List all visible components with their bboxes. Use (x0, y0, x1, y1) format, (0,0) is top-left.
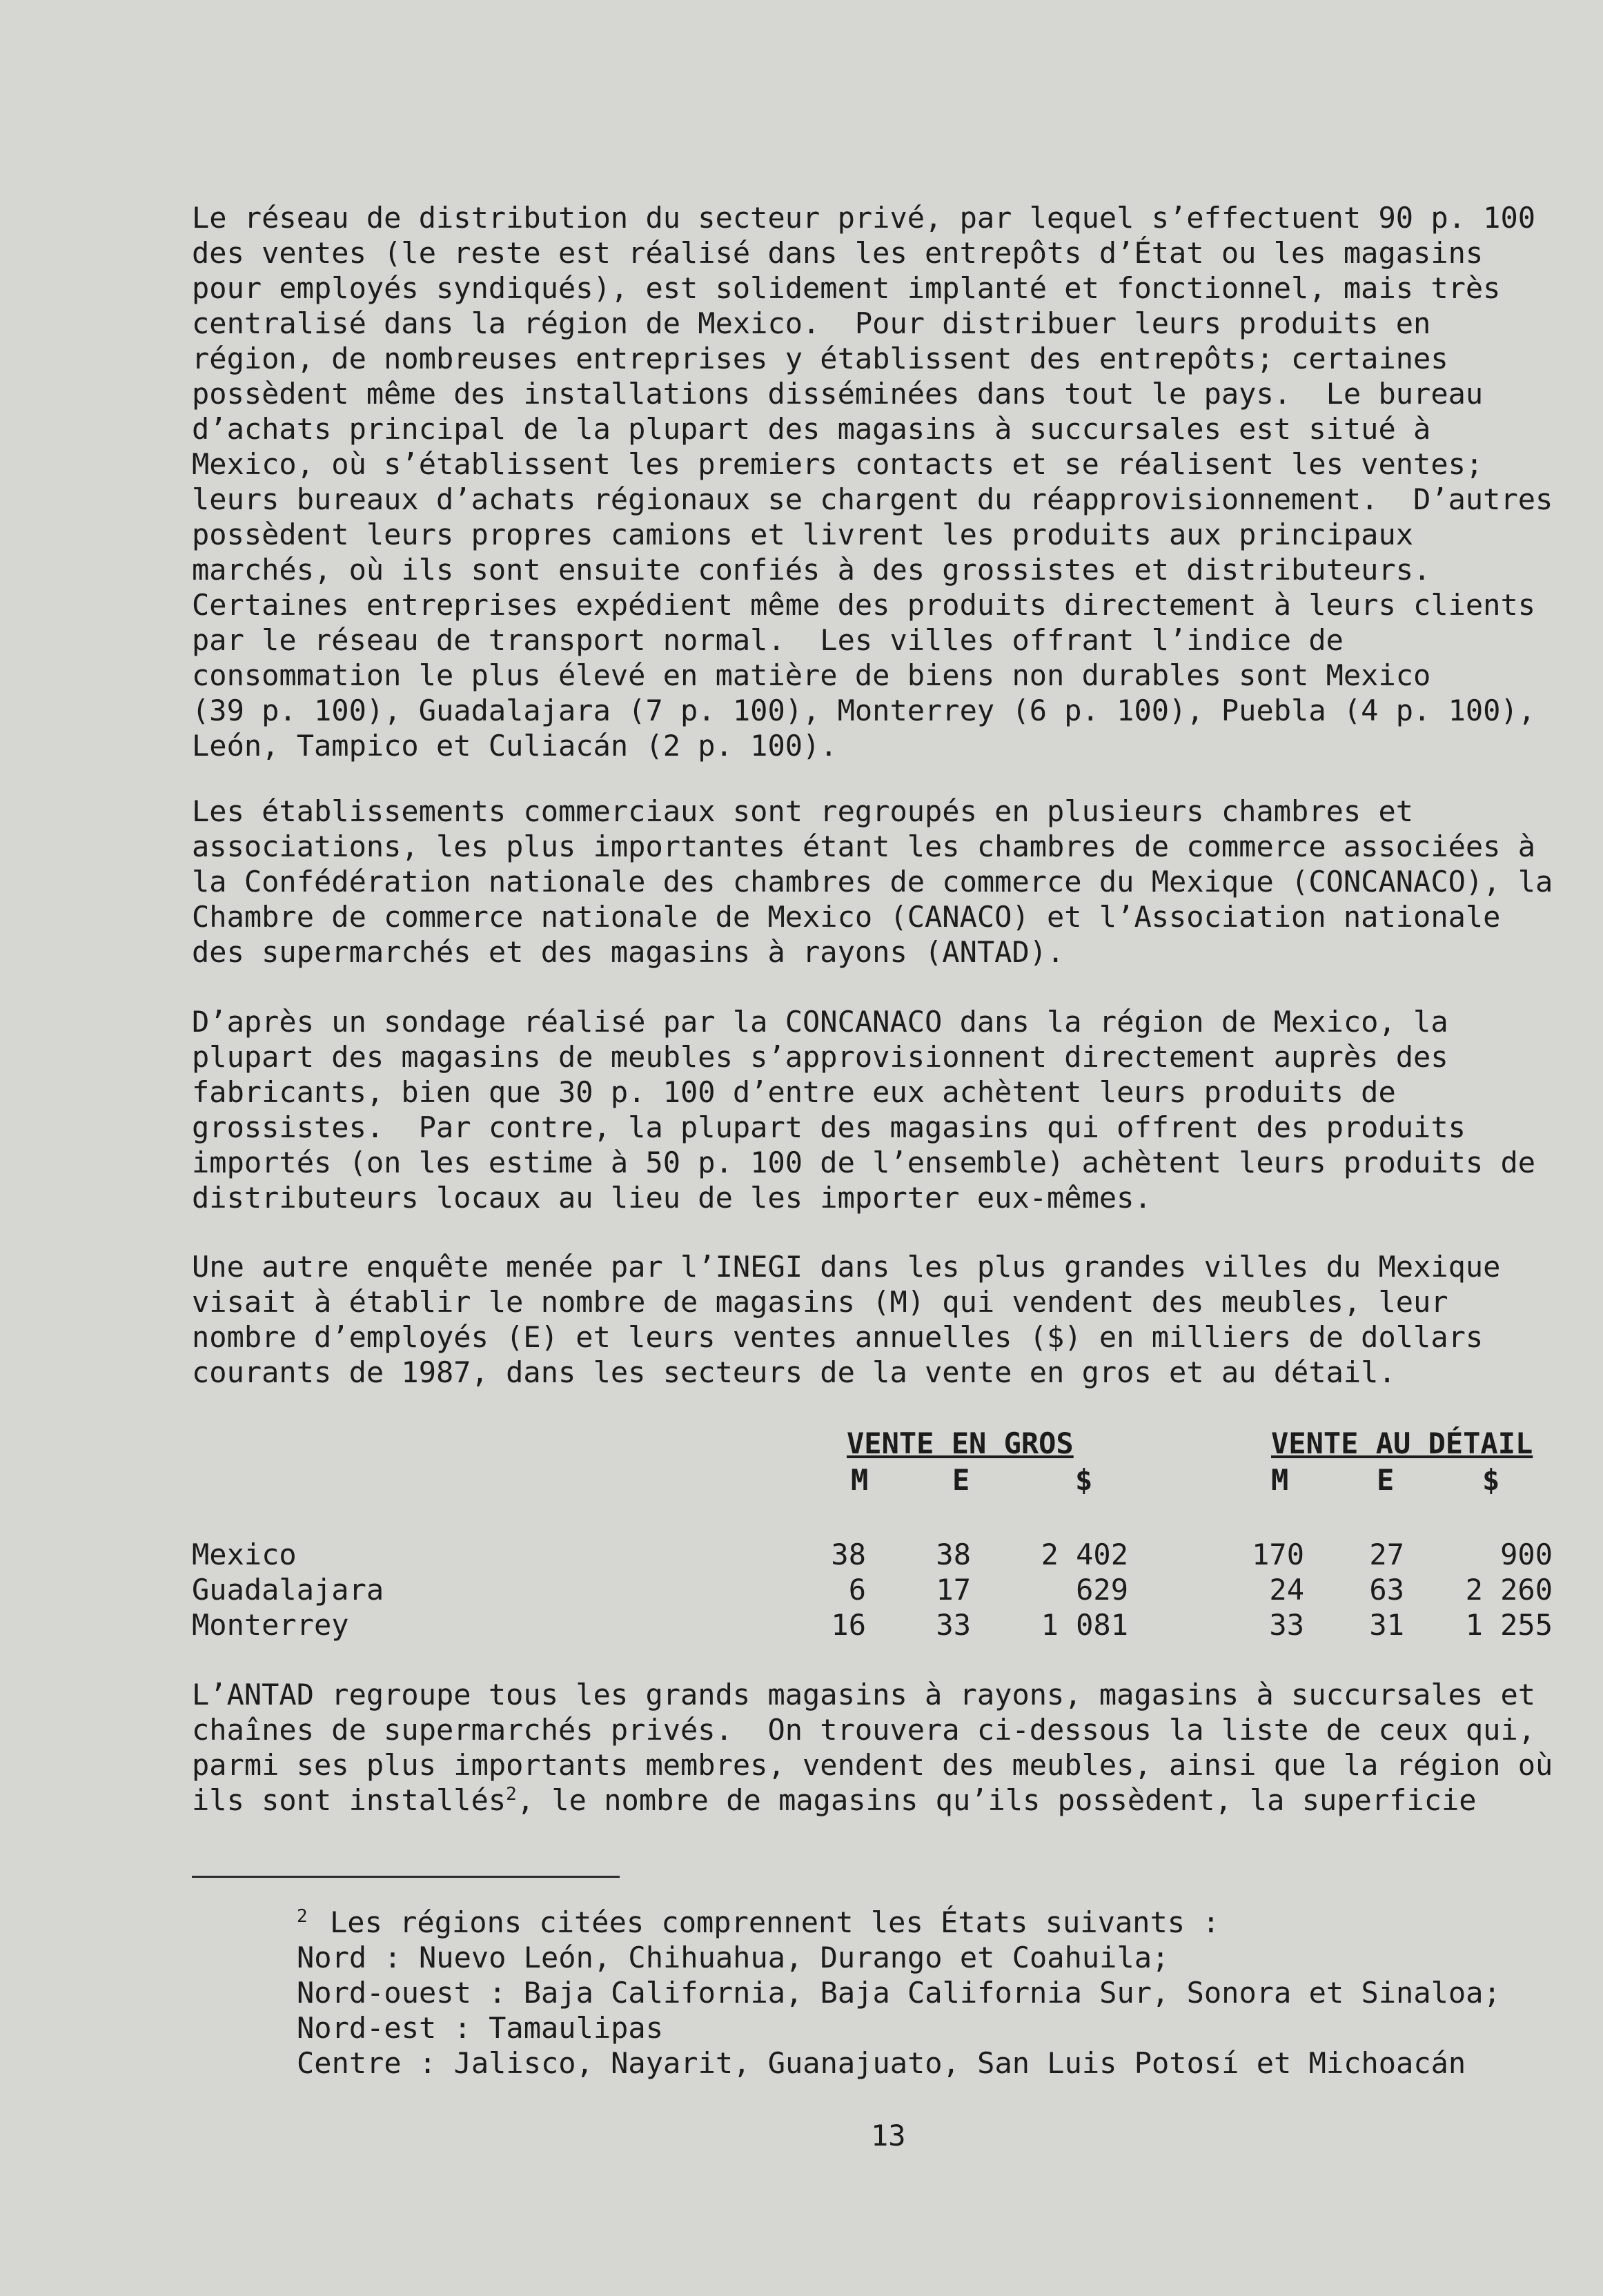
text-line-with-note (192, 1783, 1558, 1818)
text-line: Les établissements commerciaux sont regroupés en plusieurs chambres et (192, 794, 1414, 828)
col-wholesale-m: M (851, 1463, 869, 1497)
footnote-marker: 2 (297, 1906, 308, 1927)
row-city: Mexico (192, 1538, 297, 1571)
cell-retail-e: 63 (1369, 1573, 1404, 1607)
text-line: Mexico, où s’établissent les premiers contacts et se réalisent les ventes; (192, 447, 1484, 481)
text-line: León, Tampico et Culiacán (2 p. 100). (192, 729, 838, 763)
cell-wholesale-s: 2 402 (1041, 1538, 1128, 1571)
footnote-line-nord: Nord : Nuevo León, Chihuahua, Durango et Coahuila; (297, 1941, 1170, 1974)
text-line: nombre d’employés (E) et leurs ventes annuelles ($) en milliers de dollars (192, 1320, 1484, 1354)
text-line: leurs bureaux d’achats régionaux se chargent du réapprovisionnement. D’autres (192, 482, 1553, 516)
text-line: possèdent leurs propres camions et livrent les produits aux principaux (192, 518, 1414, 551)
text-line: des ventes (le reste est réalisé dans les entrepôts d’État ou les magasins (192, 236, 1484, 270)
col-wholesale-e: E (952, 1463, 970, 1497)
cell-retail-m: 24 (1269, 1573, 1304, 1607)
text-line: parmi ses plus importants membres, vendent des meubles, ainsi que la région où (192, 1748, 1553, 1782)
text-line: par le réseau de transport normal. Les villes offrant l’indice de (192, 623, 1344, 657)
text-line: fabricants, bien que 30 p. 100 d’entre eux achètent leurs produits de (192, 1075, 1396, 1109)
header-retail: VENTE AU DÉTAIL (1271, 1426, 1533, 1460)
text-line: pour employés syndiqués), est solidement implanté et fonctionnel, mais très (192, 271, 1501, 305)
text-line: grossistes. Par contre, la plupart des magasins qui offrent des produits (192, 1110, 1466, 1144)
cell-wholesale-s: 629 (1076, 1573, 1128, 1607)
text-line: région, de nombreuses entreprises y établissent des entrepôts; certaines (192, 342, 1448, 375)
cell-retail-m: 33 (1269, 1608, 1304, 1642)
text-line: consommation le plus élevé en matière de biens non durables sont Mexico (192, 658, 1431, 692)
text-line: Le réseau de distribution du secteur privé, par lequel s’effectuent 90 p. 100 (192, 201, 1536, 235)
cell-retail-s: 900 (1500, 1538, 1553, 1571)
footnote-line-nord-ouest: Nord-ouest : Baja California, Baja California Sur, Sonora et Sinaloa; (297, 1976, 1501, 2010)
text-line: Certaines entreprises expédient même des produits directement à leurs clients (192, 588, 1536, 622)
text-line: marchés, où ils sont ensuite confiés à des grossistes et distributeurs. (192, 553, 1431, 587)
cell-retail-m: 170 (1252, 1538, 1304, 1571)
footnote-reference[interactable]: 2 (506, 1784, 517, 1805)
text-line: Chambre de commerce nationale de Mexico (CANACO) et l’Association nationale (192, 900, 1501, 934)
footnote-intro: Les régions citées comprennent les États suivants : (330, 1905, 1220, 1939)
text-line: chaînes de supermarchés privés. On trouvera ci-dessous la liste de ceux qui, (192, 1713, 1536, 1747)
cell-wholesale-e: 17 (936, 1573, 971, 1607)
cell-wholesale-e: 38 (936, 1538, 971, 1571)
text-line: visait à établir le nombre de magasins (M) qui vendent des meubles, leur (192, 1285, 1448, 1319)
text-line: distributeurs locaux au lieu de les importer eux-mêmes. (192, 1181, 1152, 1215)
text-line: possèdent même des installations disséminées dans tout le pays. Le bureau (192, 377, 1484, 411)
page-number: 13 (871, 2119, 906, 2152)
cell-retail-s: 1 255 (1465, 1608, 1553, 1642)
cell-wholesale-m: 16 (831, 1608, 866, 1642)
text-line: (39 p. 100), Guadalajara (7 p. 100), Monterrey (6 p. 100), Puebla (4 p. 100), (192, 694, 1536, 727)
text-line: L’ANTAD regroupe tous les grands magasins à rayons, magasins à succursales et (192, 1678, 1536, 1711)
col-retail-s: $ (1482, 1463, 1500, 1497)
col-retail-e: E (1377, 1463, 1395, 1497)
footnote-line-centre: Centre : Jalisco, Nayarit, Guanajuato, San Luis Potosí et Michoacán (297, 2046, 1466, 2080)
text-line: centralisé dans la région de Mexico. Pour distribuer leurs produits en (192, 306, 1431, 340)
footnote-separator (192, 1876, 620, 1878)
cell-wholesale-s: 1 081 (1041, 1608, 1128, 1642)
cell-retail-s: 2 260 (1465, 1573, 1553, 1607)
text-line: plupart des magasins de meubles s’approvisionnent directement auprès des (192, 1040, 1448, 1074)
cell-retail-e: 27 (1369, 1538, 1404, 1571)
cell-wholesale-e: 33 (936, 1608, 971, 1642)
cell-retail-e: 31 (1369, 1608, 1404, 1642)
cell-wholesale-m: 6 (848, 1573, 866, 1607)
paragraph-antad (192, 1677, 1558, 1818)
col-retail-m: M (1271, 1463, 1289, 1497)
text-fragment: , le nombre de magasins qu’ils possèdent, la superficie (516, 1783, 1477, 1817)
text-line: courants de 1987, dans les secteurs de la vente en gros et au détail. (192, 1355, 1396, 1389)
text-line: associations, les plus importantes étant les chambres de commerce associées à (192, 830, 1536, 863)
header-wholesale: VENTE EN GROS (847, 1426, 1074, 1460)
text-line: Une autre enquête menée par l’INEGI dans les plus grandes villes du Mexique (192, 1250, 1501, 1284)
row-city: Monterrey (192, 1608, 349, 1642)
text-line: des supermarchés et des magasins à rayons (ANTAD). (192, 935, 1065, 969)
text-line: la Confédération nationale des chambres de commerce du Mexique (CONCANACO), la (192, 865, 1553, 899)
text-line: importés (on les estime à 50 p. 100 de l’ensemble) achètent leurs produits de (192, 1146, 1536, 1179)
col-wholesale-s: $ (1075, 1463, 1093, 1497)
text-line: d’achats principal de la plupart des magasins à succursales est situé à (192, 412, 1431, 446)
footnote-line-nord-est: Nord-est : Tamaulipas (297, 2011, 664, 2045)
text-fragment: ils sont installés (192, 1783, 507, 1817)
cell-wholesale-m: 38 (831, 1538, 866, 1571)
text-line: D’après un sondage réalisé par la CONCANACO dans la région de Mexico, la (192, 1005, 1448, 1039)
row-city: Guadalajara (192, 1573, 384, 1607)
